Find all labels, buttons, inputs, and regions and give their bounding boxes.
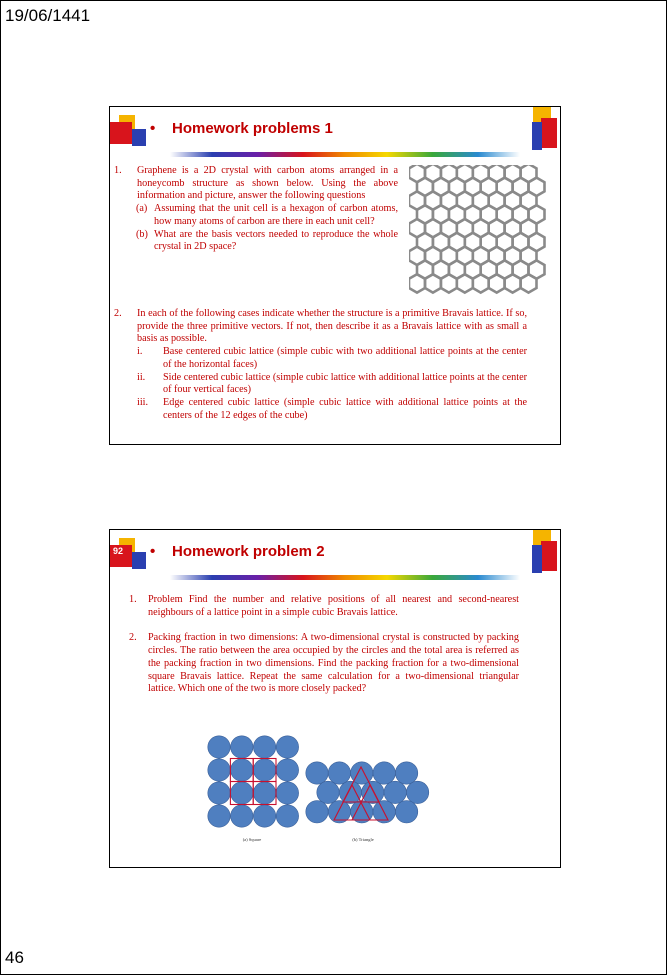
case-label: i.	[137, 346, 143, 358]
packing-circle	[208, 805, 230, 827]
slide-title-text: Homework problems 1	[172, 120, 333, 137]
case-text: Side centered cubic lattice (simple cubic lattice with additional lattice points at the center of four vertical faces)	[163, 371, 527, 396]
problem-2	[114, 308, 527, 422]
packing-circle	[208, 736, 230, 758]
title-bullet: •	[150, 543, 156, 560]
case-item	[137, 372, 527, 397]
packing-circle	[395, 801, 417, 823]
slide-title	[150, 543, 325, 560]
packing-circle	[208, 782, 230, 804]
packing-circle	[328, 762, 350, 784]
carbon-hexagon	[505, 274, 521, 292]
item-text: Packing fraction in two dimensions: A two-dimensional crystal is constructed by packing circles. The ratio between the area occupied by the circles and the total area is referred as the packing fraction in two dimensions. Find the packing fraction for a two-dimensional square Bravais lattice. Repeat the same calculation for a two-dimensional triangular lattice. Which one of the two is more closely packed?	[148, 632, 519, 695]
triangular-packing	[306, 762, 429, 823]
packing-circle	[276, 736, 298, 758]
carbon-hexagon	[473, 274, 489, 292]
sub-label: (a)	[136, 203, 148, 215]
packing-circle	[231, 736, 253, 758]
sub-question	[136, 203, 398, 228]
caption-triangle: (b) Triangle	[352, 837, 374, 842]
packing-circle	[306, 762, 328, 784]
list-item	[129, 632, 519, 696]
packing-figure	[206, 730, 436, 844]
item-number: 1.	[129, 594, 137, 605]
carbon-hexagon	[441, 274, 457, 292]
slide-homework-2	[109, 529, 561, 868]
carbon-hexagon	[521, 274, 537, 292]
case-text: Edge centered cubic lattice (simple cubic lattice with additional lattice points at the centers of the 12 edges of the cube)	[163, 396, 527, 421]
packing-circle	[231, 782, 253, 804]
page-date: 19/06/1441	[5, 6, 91, 25]
decor-square	[532, 122, 542, 150]
rainbow-divider	[170, 152, 520, 157]
problem-number: 1.	[114, 165, 122, 176]
decor-square	[110, 122, 132, 144]
packing-circle	[276, 805, 298, 827]
carbon-hexagon	[425, 274, 441, 292]
honeycomb-lattice	[409, 165, 545, 293]
caption-square: (a) Square	[242, 837, 262, 842]
packing-circle	[253, 759, 275, 781]
packing-circle	[231, 759, 253, 781]
carbon-hexagon	[457, 274, 473, 292]
item-text: Problem Find the number and relative positions of all nearest and second-nearest neighbours of a lattice point in a simple cubic Bravais lattice.	[148, 594, 519, 618]
packing-circle	[339, 781, 361, 803]
packing-circle	[362, 781, 384, 803]
packing-circle	[384, 781, 406, 803]
sub-text: What are the basis vectors needed to reproduce the whole crystal in 2D space?	[154, 228, 398, 253]
decor-square	[132, 129, 146, 146]
packing-circle	[373, 762, 395, 784]
title-bullet: •	[150, 120, 156, 137]
rainbow-divider	[170, 575, 520, 580]
problem-text: In each of the following cases indicate whether the structure is a primitive Bravais lattice. If so, provide the three primitive vectors. If not, then describe it as a Bravais lattice with as small a basis as possible.	[137, 308, 527, 345]
item-number: 2.	[129, 632, 137, 644]
case-text: Base centered cubic lattice (simple cubic with two additional lattice points at the center of the horizontal faces)	[163, 346, 527, 370]
decor-square	[532, 545, 542, 573]
carbon-hexagon	[409, 274, 425, 292]
case-item	[137, 346, 527, 371]
packing-circle	[406, 781, 428, 803]
problem-number: 2.	[114, 308, 122, 319]
packing-circle	[208, 759, 230, 781]
packing-circle	[276, 782, 298, 804]
list-item	[129, 594, 519, 619]
packing-circle	[306, 801, 328, 823]
case-label: ii.	[137, 371, 146, 383]
problem-text: Graphene is a 2D crystal with carbon atoms arranged in a honeycomb structure as shown below. Using the above information and picture, answer the following questions	[137, 165, 398, 202]
slide-number: 92	[113, 546, 124, 556]
packing-circle	[276, 759, 298, 781]
sub-question	[136, 229, 398, 254]
carbon-hexagon	[489, 274, 505, 292]
slide-title	[150, 120, 333, 137]
packing-circle	[253, 736, 275, 758]
packing-circle	[395, 762, 417, 784]
sub-label: (b)	[136, 228, 148, 240]
packing-circle	[253, 782, 275, 804]
case-label: iii.	[137, 396, 149, 408]
case-item	[137, 397, 527, 422]
graphene-honeycomb-image	[409, 165, 555, 302]
slide-title-text: Homework problem 2	[172, 543, 325, 560]
sub-text: Assuming that the unit cell is a hexagon of carbon atoms, how many atoms of carbon are there in each unit cell?	[154, 203, 398, 227]
packing-circle	[231, 805, 253, 827]
decor-square	[541, 118, 557, 148]
decor-square	[132, 552, 146, 569]
square-packing	[208, 736, 299, 827]
decor-square	[541, 541, 557, 571]
packing-circle	[317, 781, 339, 803]
problem-1	[114, 165, 398, 254]
problem-list	[129, 594, 519, 709]
page-number: 46	[5, 948, 24, 967]
slide-homework-1	[109, 106, 561, 445]
packing-circle	[253, 805, 275, 827]
